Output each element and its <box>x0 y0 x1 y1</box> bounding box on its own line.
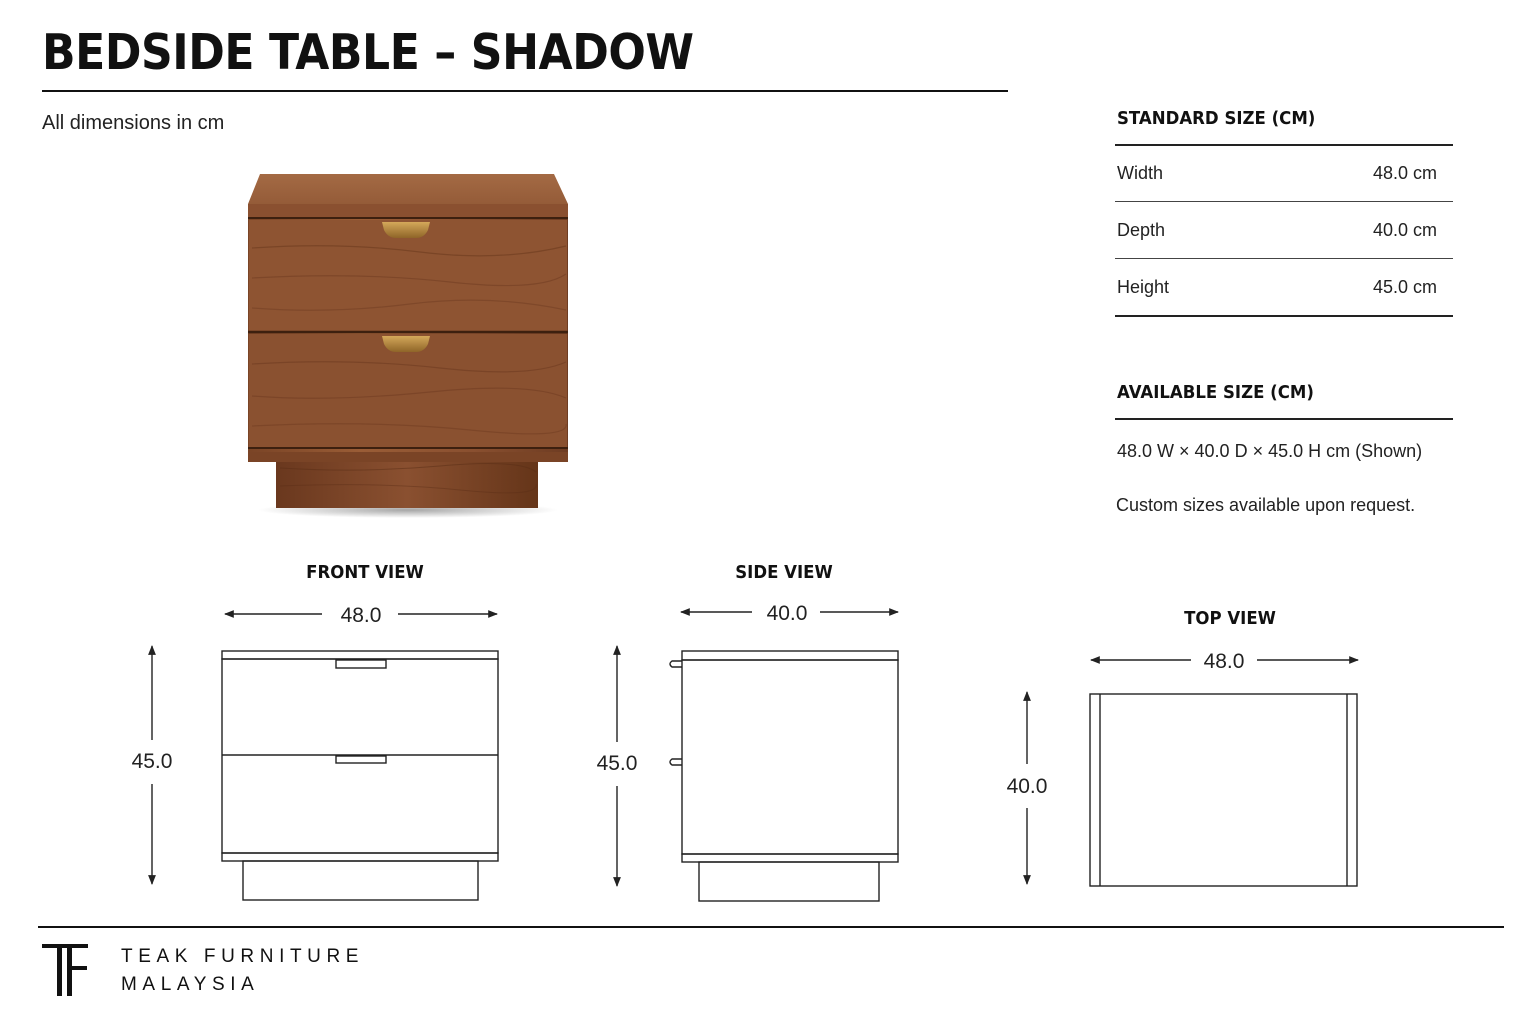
top-view-label: TOP VIEW <box>1184 608 1276 629</box>
front-handle-lower <box>336 756 386 763</box>
front-view-drawing <box>152 614 498 900</box>
tf-monogram-icon <box>40 942 92 998</box>
side-view-label: SIDE VIEW <box>735 562 833 583</box>
page-title: BEDSIDE TABLE – SHADOW <box>42 24 694 81</box>
front-top-lid <box>222 651 498 659</box>
available-size-shown: 48.0 W × 40.0 D × 45.0 H cm (Shown) <box>1117 441 1423 461</box>
front-handle-upper <box>336 660 386 668</box>
units-note: All dimensions in cm <box>42 112 225 134</box>
side-handle-upper <box>670 661 682 667</box>
side-bottom-frame <box>682 854 898 862</box>
front-plinth <box>243 861 478 900</box>
spec-value: 40.0 cm <box>1372 220 1437 240</box>
front-width-label: 48.0 <box>340 604 382 627</box>
custom-size-note: Custom sizes available upon request. <box>1116 495 1416 515</box>
side-view-drawing <box>617 612 898 901</box>
footer-divider <box>38 926 1504 928</box>
side-body <box>682 660 898 854</box>
side-height-label: 45.0 <box>596 752 638 775</box>
front-height-label: 45.0 <box>131 750 173 773</box>
top-view-drawing <box>1027 660 1358 886</box>
spec-value: 48.0 cm <box>1372 163 1437 183</box>
front-view-label: FRONT VIEW <box>306 562 424 583</box>
brand-name-line2: MALAYSIA <box>121 974 260 995</box>
top-outline <box>1090 694 1357 886</box>
top-depth-label: 40.0 <box>1006 775 1048 798</box>
front-bottom-frame <box>222 853 498 861</box>
available-size-heading: AVAILABLE SIZE (CM) <box>1117 382 1314 403</box>
spec-label: Height <box>1117 277 1170 297</box>
spec-value: 45.0 cm <box>1372 277 1437 297</box>
spec-label: Width <box>1117 163 1164 183</box>
side-width-label: 40.0 <box>766 602 808 625</box>
standard-size-heading: STANDARD SIZE (CM) <box>1117 108 1316 129</box>
brand-name-line1: TEAK FURNITURE <box>121 946 365 967</box>
side-top-lid <box>682 651 898 660</box>
top-width-label: 48.0 <box>1203 650 1245 673</box>
spec-label: Depth <box>1117 220 1166 240</box>
side-handle-lower <box>670 759 682 765</box>
side-plinth <box>699 862 879 901</box>
